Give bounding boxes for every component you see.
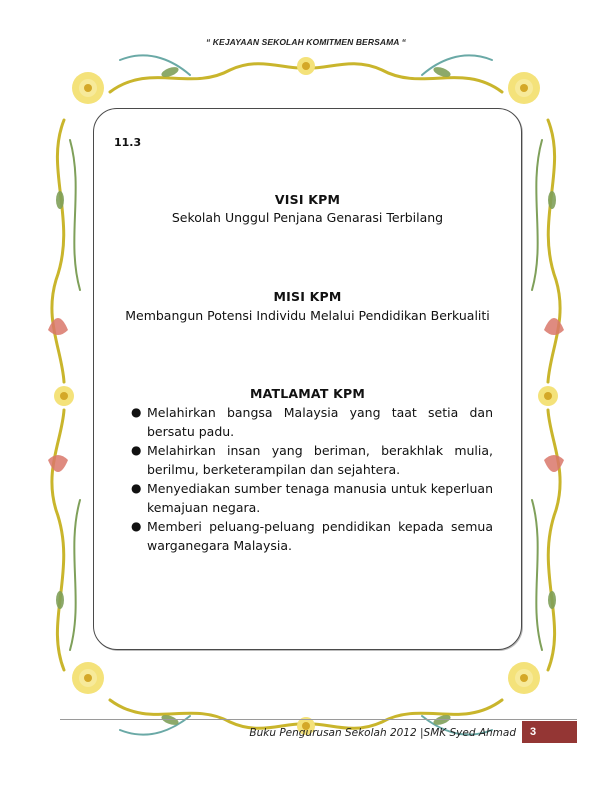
visi-statement: Sekolah Unggul Penjana Genarasi Terbilang xyxy=(171,210,444,225)
misi-statement: Membangun Potensi Individu Melalui Pendidikan Berkualiti xyxy=(125,308,490,323)
bullet-icon: ● xyxy=(131,443,142,457)
footer-divider xyxy=(60,719,577,720)
list-item-text: Memberi peluang-peluang pendidikan kepada semua warganegara Malaysia. xyxy=(147,519,493,553)
page-number: 3 xyxy=(522,721,577,743)
bullet-icon: ● xyxy=(131,405,142,419)
list-item xyxy=(127,403,493,441)
list-item-text: Menyediakan sumber tenaga manusia untuk keperluan kemajuan negara. xyxy=(147,481,493,515)
list-item-text: Melahirkan insan yang beriman, berakhlak mulia, berilmu, berketerampilan dan sejahtera. xyxy=(147,443,493,477)
bullet-icon: ● xyxy=(131,481,142,495)
visi-heading: VISI KPM xyxy=(274,192,341,207)
list-item-text: Melahirkan bangsa Malaysia yang taat setia dan bersatu padu. xyxy=(147,405,493,439)
list-item xyxy=(127,479,493,517)
matlamat-list xyxy=(127,403,493,555)
footer-title: Buku Pengurusan Sekolah 2012 |SMK Syed Ahmad xyxy=(249,727,516,739)
list-item xyxy=(127,441,493,479)
header-motto: “ KEJAYAAN SEKOLAH KOMITMEN BERSAMA “ xyxy=(206,37,406,47)
misi-heading: MISI KPM xyxy=(273,289,342,304)
matlamat-heading: MATLAMAT KPM xyxy=(249,386,366,401)
content-area xyxy=(93,108,522,650)
section-number: 11.3 xyxy=(114,136,142,149)
list-item xyxy=(127,517,493,555)
bullet-icon: ● xyxy=(131,519,142,533)
